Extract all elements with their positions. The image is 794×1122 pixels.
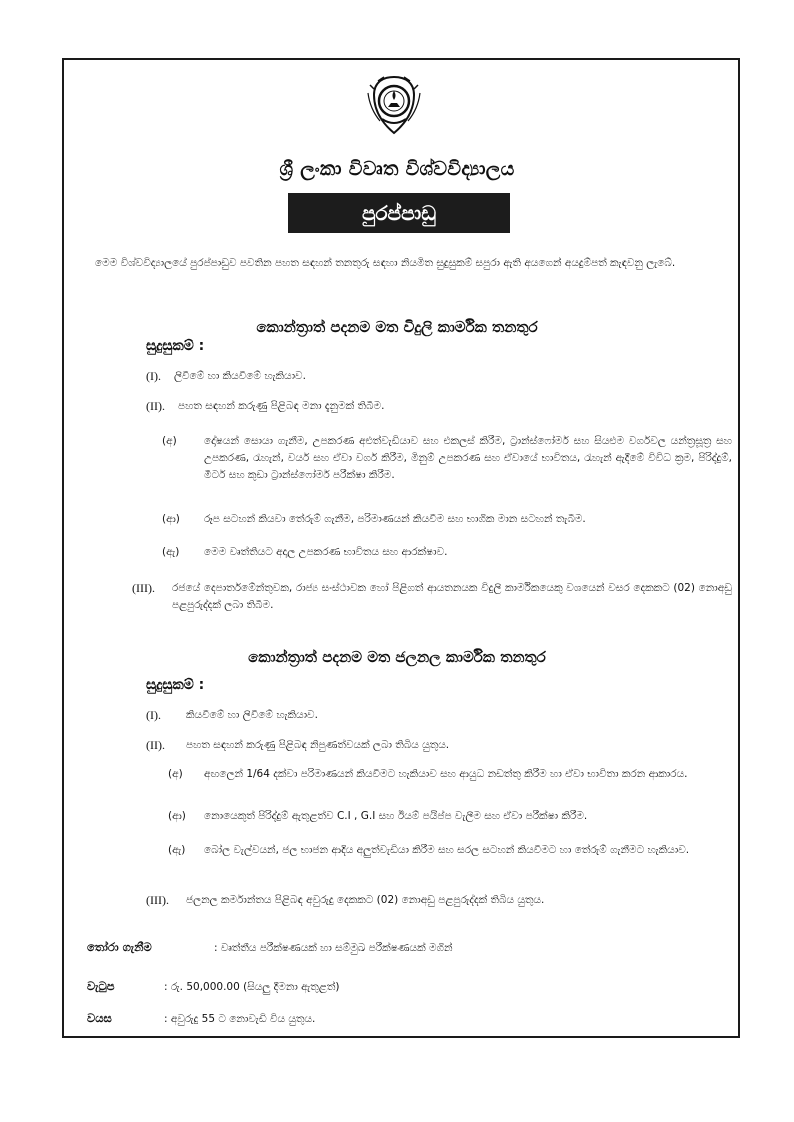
- position-1-item-2: [146, 398, 726, 415]
- subitem-text: රූප සටහන් කියවා තේරුම් ගැනීම, පරිමාණයන් කියවීම සහ භාගික මාන සටහන් තැබීම.: [204, 513, 586, 525]
- position-2-item-3: [146, 892, 732, 909]
- position-1-item-3: [132, 580, 732, 614]
- item-number: (I).: [146, 369, 161, 383]
- position-2-item-1: [146, 707, 726, 724]
- age-label: වයස: [87, 1011, 112, 1025]
- position-1-subitem-a: [162, 433, 732, 484]
- position-1-subitem-ae: [162, 544, 732, 561]
- university-crest-logo: [362, 73, 426, 137]
- item-text: පහත සඳහන් කරුණු පිළිබඳ නිපුණත්වයක් ලබා තිබිය යුතුය.: [186, 739, 450, 751]
- selection-label: තෝරා ගැනීම: [87, 940, 152, 954]
- item-text: කියවීමේ හා ලිවීමේ හැකියාව.: [186, 709, 318, 721]
- position-2-subitem-aa: [168, 808, 732, 825]
- position-1-subitem-aa: [162, 511, 732, 528]
- position-2-subitem-ae: [168, 842, 732, 859]
- vacancies-banner: පුරප්පාඩු: [288, 193, 510, 233]
- subitem-number: (අ): [162, 435, 177, 447]
- selection-value: : වෘත්තීය පරීක්ෂණයක් හා සම්මුඛ පරීක්ෂණයක් මගින්: [214, 942, 453, 954]
- intro-paragraph: මෙම විශ්වවිද්‍යාලයේ පුරප්පාඩුව පවතින පහත සඳහන් තනතුරු සඳහා නියමිත සුදුසුකම් සපුරා ඇති අයගෙන් අයදුම්පත් කැඳවනු ලැබේ.: [95, 257, 676, 269]
- item-number: (I).: [146, 708, 161, 722]
- subitem-text: මෙම වෘත්තියට අදාල උපකරණ භාවිතය සහ ආරක්ෂාව.: [204, 546, 448, 558]
- position-2-qualifications-label: සුදුසුකම් :: [146, 677, 205, 693]
- item-text: ලිවීමේ හා කියවීමේ හැකියාව.: [174, 370, 306, 382]
- subitem-text: නොයෙකුත් පිරිද්දුම් ඇතුළත්ව C.I , G.I සහ ඊයම් පයිප්ප වැලීම සහ ඒවා පරීක්ෂා කිරීම.: [204, 810, 588, 822]
- position-2-title: කොන්ත්‍රාත් පදනම මත ජලනල කාර්මික තනතුර: [248, 648, 546, 666]
- position-1-item-1: [146, 368, 726, 385]
- salary-label: වැටුප: [87, 979, 115, 993]
- position-1-qualifications-label: සුදුසුකම් :: [146, 338, 205, 354]
- position-1-title: කොන්ත්‍රාත් පදනම මත විදුලි කාර්මික තනතුර: [256, 318, 538, 336]
- subitem-number: (අ): [168, 768, 183, 780]
- item-number: (II).: [146, 399, 165, 413]
- item-number: (III).: [132, 581, 155, 595]
- position-2-item-2: [146, 737, 726, 754]
- item-text: ජලනල කර්මාන්තය පිළිබඳ අවුරුදු දෙකකට (02) නොඅඩු පළපුරුද්දක් තිබිය යුතුය.: [186, 894, 545, 906]
- position-2-subitem-a: [168, 766, 732, 783]
- subitem-number: (ඇ): [168, 844, 186, 856]
- item-number: (II).: [146, 738, 165, 752]
- item-text: රජයේ දෙපාර්තමේන්තුවක, රාජ්‍ය සංස්ථාවක හෝ පිළිගත් ආයතනයක විදුලි කාර්මිකයෙකු වශයෙන් වසර දෙකකට (02) නොඅඩු පළපුරුද්දක් ලබා තිබීම.: [172, 582, 732, 611]
- salary-value: : රු. 50,000.00 (සියලු දීමනා ඇතුළත්): [164, 981, 340, 993]
- item-text: පහත සඳහන් කරුණු පිළිබඳ මනා දැනුමක් තිබීම.: [178, 400, 385, 412]
- subitem-text: අඟලෙන් 1/64 දක්වා පරිමාණයන් කියවීමට හැකියාව සහ ආයුධ නඩත්තු කිරීම හා ඒවා භාවිතා කරන ආකාරය.: [204, 768, 688, 780]
- subitem-number: (ආ): [168, 810, 186, 822]
- university-name: ශ්‍රී ලංකා විවෘත විශ්වවිද්‍යාලය: [279, 158, 515, 180]
- subitem-text: බෝල වැල්වයන්, ජල භාජන ආදිය අලුත්වැඩියා කිරීම සහ සරල සටහන් කියවීමට හා තේරුම් ගැනීමට හැකියාව.: [204, 844, 690, 856]
- subitem-number: (ඇ): [162, 546, 180, 558]
- subitem-text: දෝෂයන් සොයා ගැනීම, උපකරණ අළුත්වැඩියාව සහ එකලස් කිරීම, ට්‍රාන්ස්ෆෝමර් සහ සියළුම වර්ගවල යන්ත්‍රසූත්‍ර සහ උපකරණ, රැහැන්, වයර් සහ ඒවා වර්ග කිරීම, මිනුම් උපකරණ සහ ඒවායේ භාවිතය, රැහැන් ඇදීමේ විවිධ ක්‍රම, පිරිද්දුම්, මීටර් සහ කුඩා ට්‍රාන්ස්ෆෝමර් පරීක්ෂා කිරීම.: [204, 435, 732, 481]
- age-value: : අවුරුදු 55 ට නොවැඩි විය යුතුය.: [164, 1013, 316, 1025]
- item-number: (III).: [146, 893, 169, 907]
- subitem-number: (ආ): [162, 513, 180, 525]
